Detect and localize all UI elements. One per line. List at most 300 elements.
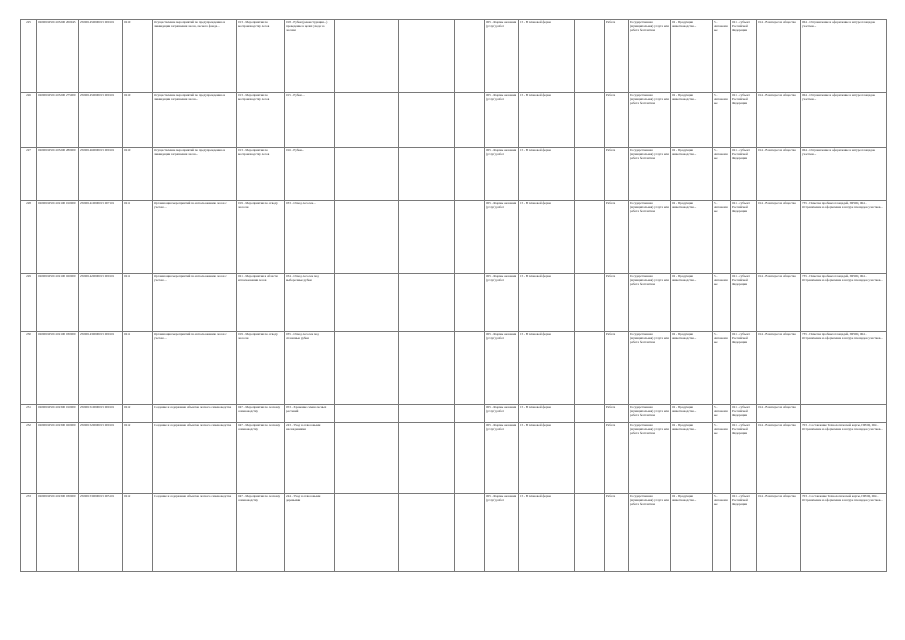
table-cell [285,423,335,494]
table-cell [485,93,519,148]
table-cell [605,93,629,148]
table-cell [605,20,629,93]
table-cell [731,93,757,148]
row-number-cell [21,494,37,572]
cell-text: 250001450000015 000101 [80,93,115,97]
cell-text: Осуществление мероприятий по предупреждению и ликвидации загрязнения лесов... [154,93,226,101]
table-cell [713,20,731,93]
table-cell [153,332,237,405]
table-cell [713,494,731,572]
cell-text: 0212 [124,405,131,409]
cell-text: 243 - Уход за плюсовыми насаждениями [286,423,321,431]
cell-text: 0200001P451102100 030000 [38,332,76,336]
row-number-cell [21,93,37,148]
cell-text: 015 - Рубки ... [286,93,305,97]
cell-text: 250001430000015 000101 [80,332,115,336]
table-cell [79,274,123,332]
table-cell [519,494,575,572]
cell-text: 019 - Мероприятия по отводу лесосек [238,332,278,340]
table-cell [519,274,575,332]
table-row [21,148,887,201]
table-cell [79,20,123,93]
table-cell [757,20,801,93]
table-cell [285,274,335,332]
table-cell [37,274,79,332]
table-cell [629,494,671,572]
cell-text: 033 - Отвод лесосек... [286,201,316,205]
table-cell [79,423,123,494]
table-cell [801,494,887,572]
table-cell [575,148,605,201]
table-cell [237,405,285,423]
table-cell [285,405,335,423]
table-cell [605,148,629,201]
table-cell [285,494,335,572]
table-row [21,274,887,332]
table-cell [671,201,713,274]
cell-text: 5 - Автономные [714,20,728,32]
cell-text: 5 - Автономные [714,93,728,105]
table-cell [575,405,605,423]
table-cell [123,201,153,274]
table-cell [237,201,285,274]
document-page [20,19,886,572]
table-cell [285,201,335,274]
table-cell [455,405,485,423]
table-cell [713,405,731,423]
cell-text: 02 - Продукция животноводства... [672,20,697,28]
row-number-cell [21,405,37,423]
cell-text: 02 - Продукция животноводства... [672,93,697,101]
table-cell [629,93,671,148]
cell-text: Создание и содержание объектов лесного семеноводства [154,494,232,498]
table-cell [79,148,123,201]
table-cell [399,148,455,201]
table-cell [153,20,237,93]
cell-text: 735 - Пометка пробных площадей, ПРОЦ, 064 - Отграничение и оформление в натуре площадок участков... [802,201,883,209]
table-cell [713,93,731,148]
cell-text: 02 - Продукция животноводства... [672,423,697,431]
cell-text: 005 - Формы оказания (услуг) работ [486,332,517,340]
cell-text: Работа [606,405,616,409]
cell-text: 0210 [124,148,131,152]
row-number: 230 [26,332,31,336]
cell-text: 013 - Мероприятия по воспроизводству лесов [238,148,270,156]
cell-text: Работа [606,423,616,427]
table-cell [519,148,575,201]
cell-text: Государственная (муниципальная) услуга или работа бесплатная [630,423,669,435]
cell-text: 005 - Формы оказания (услуг) работ [486,93,517,101]
row-number-cell [21,148,37,201]
table-cell [399,405,455,423]
table-cell [455,201,485,274]
cell-text: Работа [606,148,616,152]
table-cell [399,332,455,405]
table-cell [671,148,713,201]
row-number: 227 [26,148,31,152]
table-cell [757,148,801,201]
cell-text: 0212 [124,494,131,498]
table-cell [485,423,519,494]
cell-text: 15 - В плановой форме [520,20,551,24]
row-number: 232 [26,423,31,427]
table-cell [801,93,887,148]
cell-text: Работа [606,201,616,205]
table-cell [485,494,519,572]
cell-text: 014 - В интересах общества [758,405,796,409]
table-cell [713,332,731,405]
table-cell [123,93,153,148]
cell-text: 244 - Уход за плюсовыми деревьями [286,494,321,502]
table-cell [671,494,713,572]
table-cell [123,332,153,405]
table-cell [335,332,399,405]
cell-text: 735 - Пометка пробных площадей, ПРОЦ, 064 - Отграничение и оформление в натуре площадок участков... [802,332,883,340]
cell-text: 005 - Формы оказания (услуг) работ [486,148,517,156]
cell-text: Создание и содержание объектов лесного семеноводства [154,423,232,427]
cell-text: 0200001P451103200 280000 [38,148,76,152]
table-cell [37,405,79,423]
table-cell [399,274,455,332]
table-cell [519,20,575,93]
cell-text: 005 - Формы оказания (услуг) работ [486,405,517,413]
table-cell [37,494,79,572]
row-number: 233 [26,494,31,498]
registry-table [20,19,887,572]
table-cell [575,20,605,93]
cell-text: 02 - Продукция животноводства... [672,201,697,209]
table-cell [153,423,237,494]
cell-text: 02 - Продукция животноводства... [672,405,697,413]
cell-text: Организация мероприятий по использованию лесов с учетом ... [154,201,227,209]
cell-text: 703 - Составление Технологической карты, ПРОЦ, 064 - Отграничение и оформление в натуре площадок участков... [802,423,883,431]
cell-text: 005 - Формы оказания (услуг) работ [486,201,517,209]
table-cell [153,148,237,201]
cell-text: 005 - Формы оказания (услуг) работ [486,494,517,502]
row-number: 229 [26,274,31,278]
table-cell [237,494,285,572]
table-cell [519,423,575,494]
table-cell [671,423,713,494]
table-cell [455,93,485,148]
table-cell [731,201,757,274]
table-cell [575,201,605,274]
table-cell [79,201,123,274]
table-cell [801,148,887,201]
table-cell [399,494,455,572]
cell-text: Государственная (муниципальная) услуга или работа бесплатная [630,201,669,213]
row-number: 226 [26,93,31,97]
cell-text: 02 - Продукция животноводства... [672,332,697,340]
cell-text: 021 - субъект Российской Федерации [732,423,750,435]
row-number-cell [21,274,37,332]
cell-text: 021 - субъект Российской Федерации [732,20,750,32]
table-cell [801,201,887,274]
cell-text: 014 - В интересах общества [758,332,796,336]
cell-text: 021 - субъект Российской Федерации [732,405,750,417]
cell-text: 021 - субъект Российской Федерации [732,274,750,286]
cell-text: 013 - Мероприятия по воспроизводству лесов [238,93,270,101]
cell-text: Государственная (муниципальная) услуга или работа бесплатная [630,20,669,32]
table-cell [153,405,237,423]
table-cell [731,405,757,423]
table-cell [713,274,731,332]
cell-text: Работа [606,274,616,278]
table-cell [671,405,713,423]
table-row [21,423,887,494]
table-cell [237,274,285,332]
table-cell [123,148,153,201]
table-cell [123,274,153,332]
cell-text: 064 - Отграничение и оформление в натуре площадок участков... [802,93,876,101]
cell-text: 5 - Автономные [714,494,728,506]
table-cell [455,423,485,494]
table-cell [605,423,629,494]
cell-text: 014 - В интересах общества [758,201,796,205]
table-cell [237,332,285,405]
table-cell [37,148,79,201]
table-cell [455,274,485,332]
table-cell [455,332,485,405]
cell-text: 02 - Продукция животноводства... [672,274,697,282]
table-cell [285,93,335,148]
table-cell [335,201,399,274]
cell-text: Государственная (муниципальная) услуга или работа бесплатная [630,332,669,344]
table-cell [153,274,237,332]
cell-text: Государственная (муниципальная) услуга или работа бесплатная [630,148,669,160]
table-cell [801,423,887,494]
table-cell [153,201,237,274]
table-cell [335,494,399,572]
table-cell [455,20,485,93]
table-row [21,405,887,423]
table-cell [605,274,629,332]
table-cell [629,423,671,494]
cell-text: Работа [606,332,616,336]
cell-text: 0200001P451102300 010000 [38,405,76,409]
cell-text: 053 - Хранение семян лесных растений [286,405,327,413]
cell-text: 0200001P451103200 200045 [38,20,76,24]
table-cell [731,494,757,572]
table-cell [605,201,629,274]
table-cell [285,148,335,201]
table-cell [485,148,519,201]
cell-text: 15 - В плановой форме [520,332,551,336]
table-cell [519,332,575,405]
cell-text: 0210 [124,93,131,97]
table-cell [605,494,629,572]
table-cell [79,332,123,405]
cell-text: 250001510000015 000101 [80,405,115,409]
cell-text: 250001460000015 000101 [80,148,115,152]
table-cell [399,20,455,93]
table-cell [285,332,335,405]
cell-text: 703 - Составление Технологической карты, ПРОЦ, 064 - Отграничение и оформление в натуре площадок участков... [802,494,883,502]
table-cell [575,332,605,405]
table-cell [801,332,887,405]
cell-text: Государственная (муниципальная) услуга или работа бесплатная [630,405,669,417]
cell-text: Государственная (муниципальная) услуга или работа бесплатная [630,274,669,286]
table-cell [757,494,801,572]
table-row [21,494,887,572]
cell-text: 021 - Мероприятия в области использования лесов [238,274,278,282]
cell-text: 0211 [124,332,131,336]
table-cell [575,274,605,332]
table-cell [123,20,153,93]
cell-text: Государственная (муниципальная) услуга или работа бесплатная [630,494,669,506]
table-cell [153,93,237,148]
cell-text: 250001450000015 000101 [80,20,115,24]
table-cell [237,20,285,93]
table-cell [237,93,285,148]
table-cell [757,332,801,405]
cell-text: 0200001P451103200 275000 [38,93,76,97]
table-cell [629,20,671,93]
cell-text: 014 - В интересах общества [758,494,796,498]
table-cell [629,332,671,405]
cell-text: Организация мероприятий по использованию лесов с учетом ... [154,332,227,340]
cell-text: 5 - Автономные [714,201,728,213]
table-cell [79,494,123,572]
table-cell [713,201,731,274]
cell-text: 034 - Отвод лесосек под выборочные рубки [286,274,319,282]
table-cell [37,332,79,405]
cell-text: 0212 [124,423,131,427]
table-cell [335,274,399,332]
cell-text: 250001520000015 000101 [80,423,115,427]
row-number-cell [21,201,37,274]
table-cell [731,20,757,93]
table-cell [399,93,455,148]
cell-text: 013 - Мероприятия по воспроизводству лесов [238,20,270,28]
table-cell [575,494,605,572]
cell-text: 047 - Мероприятия по лесному семеноводству [238,494,281,502]
row-number-cell [21,20,37,93]
table-cell [123,494,153,572]
cell-text: Создание и содержание объектов лесного семеноводства [154,405,232,409]
cell-text: Государственная (муниципальная) услуга или работа бесплатная [630,93,669,105]
table-cell [237,423,285,494]
table-cell [605,332,629,405]
cell-text: 014 - В интересах общества [758,148,796,152]
table-cell [37,423,79,494]
cell-text: 005 - Формы оказания (услуг) работ [486,423,517,431]
table-cell [335,93,399,148]
table-cell [731,148,757,201]
cell-text: 735 - Пометка пробных площадей, ПРОЦ, 064 - Отграничение и оформление в натуре площадок участков... [802,274,883,282]
cell-text: 15 - В плановой форме [520,274,551,278]
cell-text: 5 - Автономные [714,332,728,344]
cell-text: 15 - В плановой форме [520,405,551,409]
cell-text: 02 - Продукция животноводства... [672,148,697,156]
table-cell [485,274,519,332]
table-cell [455,494,485,572]
cell-text: Осуществление мероприятий по предупреждению и ликвидации загрязнения лесов, лесного фонда... [154,20,226,28]
table-row [21,201,887,274]
cell-text: 014 - В интересах общества [758,93,796,97]
table-cell [335,148,399,201]
cell-text: 021 - субъект Российской Федерации [732,201,750,213]
table-cell [731,274,757,332]
cell-text: 021 - субъект Российской Федерации [732,494,750,506]
cell-text: 0211 [124,274,131,278]
cell-text: Работа [606,494,616,498]
table-cell [757,423,801,494]
cell-text: 15 - В плановой форме [520,148,551,152]
cell-text: 0200001P451102100 020000 [38,274,76,278]
cell-text: 0200001P451102300 030000 [38,494,76,498]
cell-text: Осуществление мероприятий по предупреждению и ликвидации загрязнения лесов... [154,148,226,156]
table-row [21,20,887,93]
table-cell [757,201,801,274]
cell-text: 014 - В интересах общества [758,20,796,24]
table-cell [399,201,455,274]
table-cell [153,494,237,572]
cell-text: 005 - Формы оказания (услуг) работ [486,274,517,282]
row-number-cell [21,423,37,494]
cell-text: 5 - Автономные [714,423,728,435]
cell-text: 014 - В интересах общества [758,423,796,427]
cell-text: 019 - Мероприятия по отводу лесосек [238,201,278,209]
table-cell [757,274,801,332]
table-cell [455,148,485,201]
cell-text: 064 - Отграничение и оформление в натуре площадок участков... [802,148,876,156]
table-cell [123,405,153,423]
cell-text: 047 - Мероприятия по лесному семеноводству [238,405,281,413]
table-cell [757,93,801,148]
table-cell [757,405,801,423]
cell-text: 0200001P451102100 010000 [38,201,76,205]
table-cell [37,93,79,148]
cell-text: Работа [606,20,616,24]
table-cell [801,20,887,93]
table-cell [335,20,399,93]
cell-text: Работа [606,93,616,97]
cell-text: 5 - Автономные [714,405,728,417]
table-cell [713,423,731,494]
cell-text: 035 - Отвод лесосек под сплошные рубки [286,332,319,340]
table-cell [335,423,399,494]
cell-text: 250001530000015 005101 [80,494,115,498]
cell-text: Организация мероприятий по использованию лесов с учетом ... [154,274,227,282]
table-cell [671,93,713,148]
cell-text: 250001420000015 000101 [80,274,115,278]
cell-text: 02 - Продукция животноводства... [672,494,697,502]
cell-text: 5 - Автономные [714,148,728,160]
cell-text: 021 - субъект Российской Федерации [732,148,750,160]
cell-text: 005 - Формы оказания (услуг) работ [486,20,517,28]
table-cell [629,201,671,274]
cell-text: 016 - Рубки... [286,148,305,152]
table-cell [79,93,123,148]
table-row [21,332,887,405]
table-cell [575,423,605,494]
table-cell [519,93,575,148]
table-cell [731,423,757,494]
cell-text: 018 - Рубки (реконструкции...) проведение в целях ухода за лесами [286,20,328,32]
table-cell [335,405,399,423]
cell-text: 250001410000015 007101 [80,201,115,205]
cell-text: 0200001P451102300 020000 [38,423,76,427]
cell-text: 15 - В плановой форме [520,494,551,498]
table-cell [485,201,519,274]
table-cell [285,20,335,93]
table-cell [37,201,79,274]
table-cell [629,405,671,423]
table-cell [671,274,713,332]
cell-text: 047 - Мероприятия по лесному семеноводству [238,423,281,431]
table-cell [519,405,575,423]
